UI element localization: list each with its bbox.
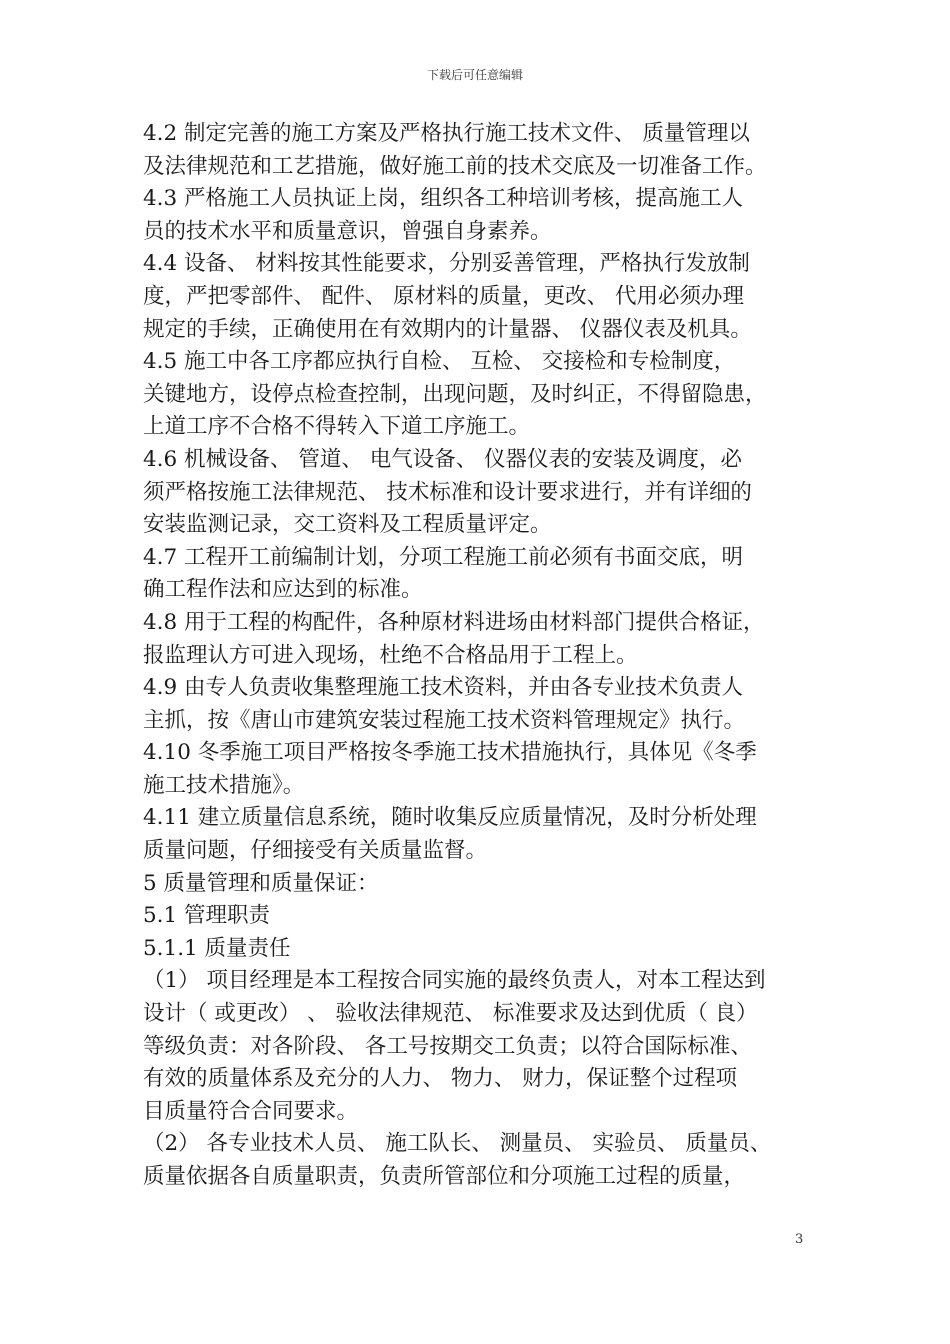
text-line: 质量问题，仔细接受有关质量监督。 [143,838,488,864]
text-line: 度，严把零部件、 配件、 原材料的质量，更改、 代用必须办理 [143,283,745,309]
text-line: 4.11 建立质量信息系统，随时收集反应质量情况，及时分析处理 [143,805,757,831]
text-line: 4.5 施工中各工序都应执行自检、 互检、 交接检和专检制度， [143,349,736,375]
text-line: 等级负责：对各阶段、 各工号按期交工负责；以符合国际标准、 [143,1033,752,1059]
text-line: 施工技术措施》。 [143,772,305,798]
text-line: 及法律规范和工艺措施，做好施工前的技术交底及一切准备工作。 [143,153,767,179]
text-line: 4.4 设备、 材料按其性能要求，分别妥善管理，严格执行发放制 [143,251,750,277]
text-line: 须严格按施工法律规范、 技术标准和设计要求进行，并有详细的 [143,479,752,505]
text-line: 4.6 机械设备、 管道、 电气设备、 仪器仪表的安装及调度，必 [143,446,743,472]
text-line: 安装监测记录，交工资料及工程质量评定。 [143,512,552,538]
text-line: 关键地方，设停点检查控制，出现问题，及时纠正，不得留隐患， [143,381,767,407]
text-line: 规定的手续，正确使用在有效期内的计量器、 仪器仪表及机具。 [143,316,752,342]
text-line: 4.3 严格施工人员执证上岗，组织各工种培训考核，提高施工人 [143,186,744,212]
text-line: 4.9 由专人负责收集整理施工技术资料，并由各专业技术负责人 [143,675,744,701]
text-line: （1） 项目经理是本工程按合同实施的最终负责人，对本工程达到 [143,968,766,994]
text-line: 报监理认方可进入现场，杜绝不合格品用于工程上。 [143,642,638,668]
text-line: 4.2 制定完善的施工方案及严格执行施工技术文件、 质量管理以 [143,121,750,146]
subsection-heading: 5.1.1 质量责任 [143,935,291,961]
text-line: 设计（ 或更改） 、 验收法律规范、 标准要求及达到优质（ 良） [143,1001,758,1027]
page-header: 下载后可任意编辑 [426,68,523,82]
text-line: 员的技术水平和质量意识，曾强自身素养。 [143,218,552,244]
text-line: 4.10 冬季施工项目严格按冬季施工技术措施执行，具体见《冬季 [143,740,757,766]
text-line: 目质量符合合同要求。 [143,1098,359,1124]
text-line: 有效的质量体系及充分的人力、 物力、 财力，保证整个过程项 [143,1066,738,1092]
text-line: 4.8 用于工程的构配件，各种原材料进场由材料部门提供合格证， [143,609,765,635]
section-heading: 5 质量管理和质量保证： [143,870,379,896]
text-line: （2） 各专业技术人员、 施工队长、 测量员、 实验员、 质量员、 [143,1131,772,1157]
document-body [143,118,823,1194]
page-number: 3 [795,1232,804,1247]
subsection-heading: 5.1 管理职责 [143,903,271,929]
text-line: 主抓，按《唐山市建筑安装过程施工技术资料管理规定》执行。 [143,707,746,733]
text-line: 质量依据各自质量职责，负责所管部位和分项施工过程的质量， [143,1164,746,1189]
text-line: 上道工序不合格不得转入下道工序施工。 [143,414,531,440]
text-line: 确工程作法和应达到的标准。 [143,577,423,603]
text-line: 4.7 工程开工前编制计划，分项工程施工前必须有书面交底，明 [143,544,744,570]
